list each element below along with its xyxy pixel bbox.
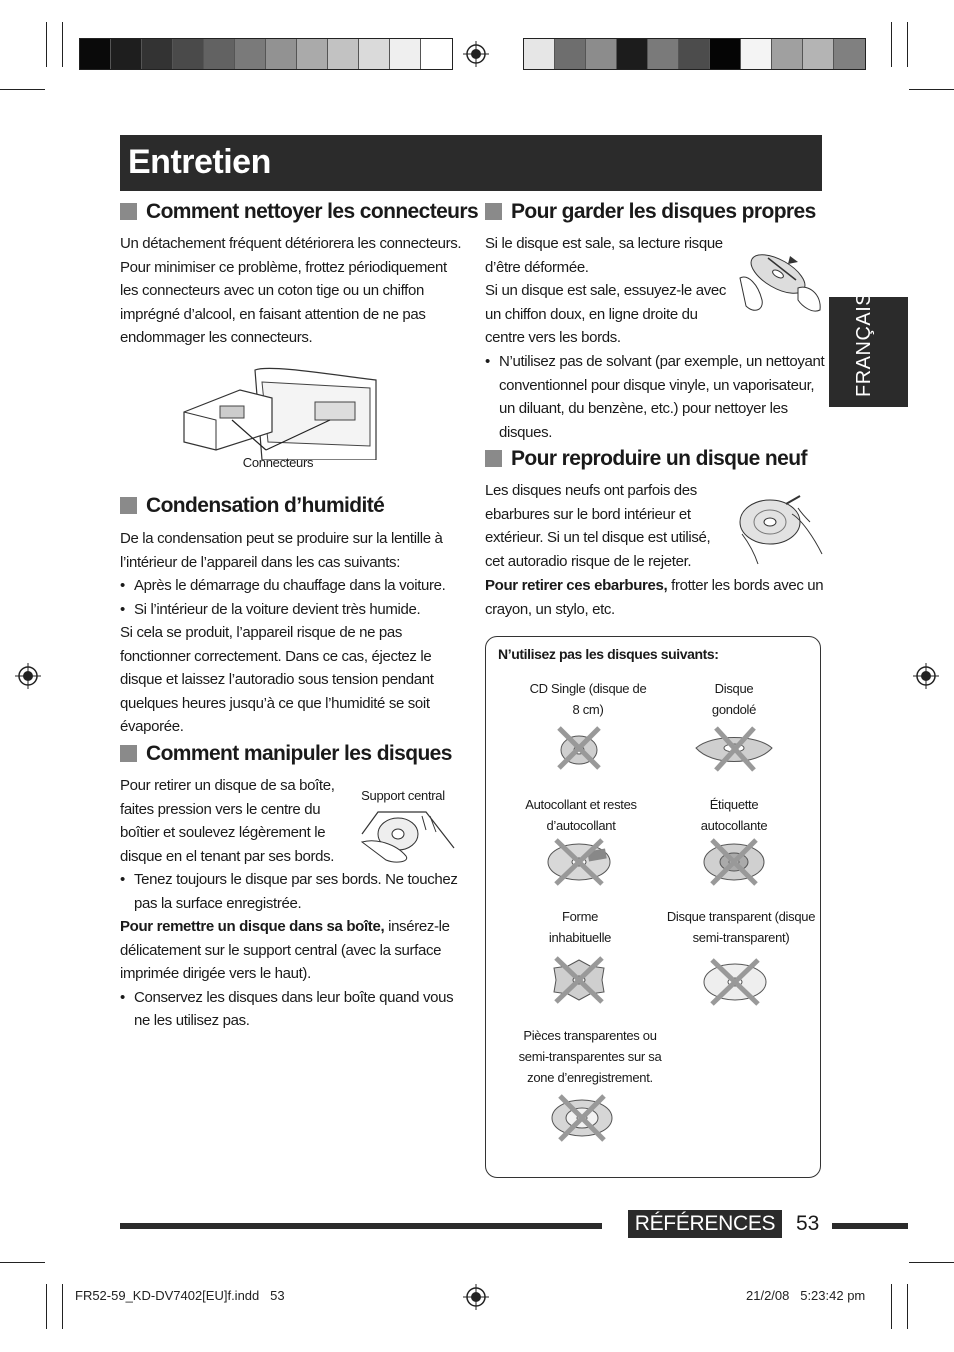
crop-mark bbox=[46, 1284, 47, 1329]
warped-disc-icon bbox=[692, 726, 776, 772]
page-title: Entretien bbox=[128, 143, 271, 181]
sticker-residue-disc-icon bbox=[544, 838, 614, 886]
crop-mark bbox=[891, 1284, 892, 1329]
new-disc-text: Les disques neufs ont parfois des ebarbures sur le bord intérieur et extérieur. Si un tel disque est utilisé, cet autoradio risque de le rejeter. bbox=[485, 482, 711, 570]
disc-deburring-illustration bbox=[736, 494, 824, 566]
file-info: FR52-59_KD-DV7402[EU]f.indd 53 bbox=[75, 1288, 285, 1303]
support-central-caption: Support central bbox=[361, 788, 445, 803]
condensation-text: De la condensation peut se produire sur la lentille à l’intérieur de l’appareil dans les cas suivants: • Après le démarrage du chauffage dans la voiture. • Si l’intérieur de la voiture devient très humide. Si cela se produit, l’appareil risque de ne pas fonctionner correctement. Dans ce cas, éjectez le disque et laissez l’autoradio sous tension pendant quelques heures jusqu’à ce que l’humidité se soit évaporée. bbox=[120, 527, 462, 739]
disc-wiping-illustration bbox=[738, 244, 824, 316]
item-label: Étiquette autocollante bbox=[700, 797, 768, 833]
heading-square-icon bbox=[485, 203, 502, 220]
heading-square-icon bbox=[120, 203, 137, 220]
crop-mark bbox=[46, 22, 47, 67]
item-label: Disque transparent (disque semi-transparent) bbox=[666, 909, 816, 945]
heading-square-icon bbox=[120, 497, 137, 514]
registration-mark-icon bbox=[463, 1284, 489, 1310]
registration-mark-icon bbox=[15, 663, 41, 689]
handling-text-cont: • Tenez toujours le disque par ses bords. Ne touchez pas la surface enregistrée. Pour remettre un disque dans sa boîte, insérez-le délicatement sur le support central (avec la surface imprimée dirigée vers le haut). • Conservez les disques dans leur boîte quand vous ne les utilisez pas. bbox=[120, 868, 462, 1033]
crop-mark bbox=[891, 22, 892, 67]
section-heading-condensation: Condensation d’humidité bbox=[120, 494, 384, 518]
section-heading-new-disc: Pour reproduire un disque neuf bbox=[485, 447, 807, 471]
heading-square-icon bbox=[485, 450, 502, 467]
footer-rule-right bbox=[832, 1223, 908, 1229]
item-label: Autocollant et restes d’autocollant bbox=[525, 797, 637, 833]
transparent-disc-icon bbox=[700, 956, 770, 1006]
item-label: Pièces transparentes ou semi-transparentes sur sa zone d’enregistrement. bbox=[518, 1028, 662, 1085]
section-heading-clean-discs: Pour garder les disques propres bbox=[485, 200, 816, 224]
crop-mark bbox=[62, 1284, 63, 1329]
crop-mark bbox=[0, 1262, 45, 1263]
page-title-bar bbox=[120, 135, 822, 191]
clean-discs-text: Si le disque est sale, sa lecture risque d’être déformée. Si un disque est sale, essuyez-le avec un chiffon doux, en ligne droite du centre vers les bords. bbox=[485, 235, 727, 346]
crop-mark bbox=[909, 89, 954, 90]
item-label: CD Single (disque de 8 cm) bbox=[529, 681, 647, 717]
language-tab bbox=[829, 291, 908, 407]
file-date: 21/2/08 5:23:42 pm bbox=[746, 1288, 866, 1303]
crop-mark bbox=[62, 22, 63, 67]
cd-single-disc-icon bbox=[553, 724, 605, 772]
crop-mark bbox=[0, 89, 45, 90]
heading-square-icon bbox=[120, 745, 137, 762]
color-bar-left bbox=[79, 38, 453, 70]
language-tab-label: FRANÇAIS bbox=[853, 291, 875, 397]
item-label: Disque gondolé bbox=[711, 681, 757, 717]
connectors-caption: Connecteurs bbox=[242, 455, 314, 470]
connectors-text: Un détachement fréquent détériorera les connecteurs. Pour minimiser ce problème, frottez périodiquement les connecteurs avec un coton tige ou un chiffon imprégné d’alcool, en faisant attention de ne pas endommager les connecteurs. bbox=[120, 235, 462, 346]
registration-mark-icon bbox=[913, 663, 939, 689]
crop-mark bbox=[909, 1262, 954, 1263]
label-sticker-disc-icon bbox=[700, 838, 768, 886]
page-number: 53 bbox=[796, 1212, 820, 1235]
section-label-references: RÉFÉRENCES bbox=[628, 1210, 782, 1238]
footer-rule-left bbox=[120, 1223, 602, 1229]
car-stereo-illustration bbox=[180, 362, 380, 460]
crop-mark bbox=[907, 1284, 908, 1329]
section-heading-connectors: Comment nettoyer les connecteurs bbox=[120, 200, 478, 224]
new-disc-text-cont: Pour retirer ces ebarbures, frotter les bords avec un crayon, un stylo, etc. bbox=[485, 577, 824, 618]
unusual-shape-disc-icon bbox=[550, 956, 608, 1004]
color-bar-right bbox=[523, 38, 866, 70]
registration-mark-icon bbox=[463, 41, 489, 67]
crop-mark bbox=[907, 22, 908, 67]
transparent-parts-disc-icon bbox=[548, 1092, 616, 1142]
clean-discs-bullet: • N’utilisez pas de solvant (par exemple, un nettoyant conventionnel pour disque vinyle, un vaporisateur, un diluant, du benzène, etc.) pour nettoyer les disques. bbox=[485, 350, 827, 444]
disc-case-illustration bbox=[356, 808, 456, 864]
handling-text: Pour retirer un disque de sa boîte, faites pression vers le centre du boîtier et soulevez légèrement le disque en el tenant par ses bords. bbox=[120, 777, 335, 865]
do-not-use-heading: N’utilisez pas les disques suivants: bbox=[498, 646, 719, 662]
item-label: Forme inhabituelle bbox=[548, 909, 612, 945]
section-heading-handling: Comment manipuler les disques bbox=[120, 742, 452, 766]
